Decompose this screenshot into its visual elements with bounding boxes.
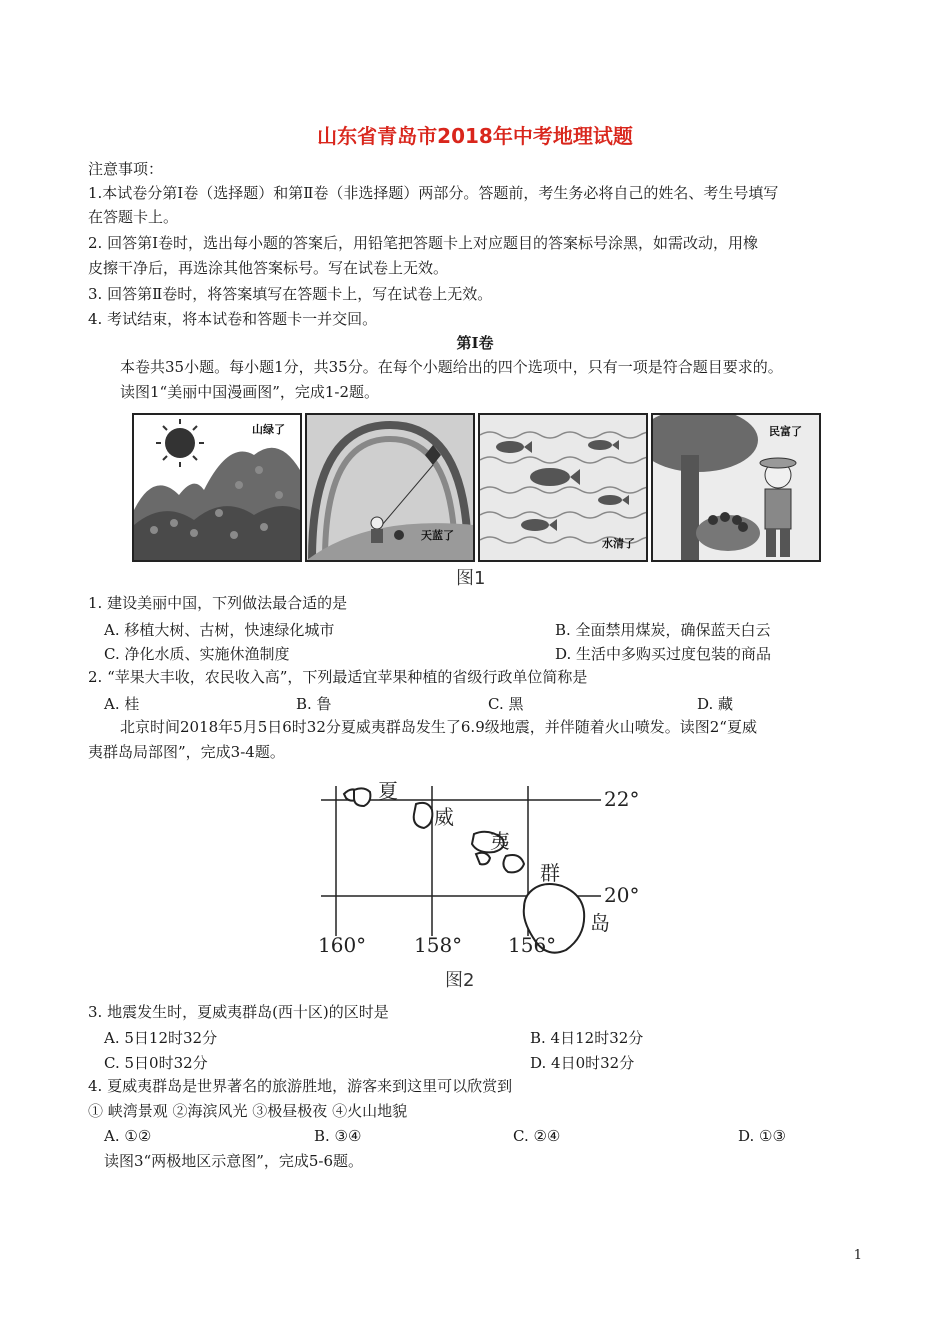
lon-label: 156° — [508, 933, 557, 957]
q1-option-b: B. 全面禁用煤炭，确保蓝天白云 — [555, 621, 771, 639]
map-label: 岛 — [590, 911, 610, 935]
notice-item: 1.本试卷分第Ⅰ卷（选择题）和第Ⅱ卷（非选择题）两部分。答题前，考生务必将自己的姓名、考生号填写 — [88, 184, 779, 202]
notice-item: 3. 回答第Ⅱ卷时，将答案填写在答题卡上，写在试卷上无效。 — [88, 285, 493, 303]
notice-item: 在答题卡上。 — [88, 208, 179, 226]
section-heading: 第Ⅰ卷 — [456, 334, 494, 352]
q3-option-c: C. 5日0时32分 — [104, 1054, 208, 1072]
panel-label: 水清了 — [602, 537, 635, 550]
lat-label: 20° — [604, 883, 640, 907]
lon-label: 158° — [414, 933, 463, 957]
notice-item: 4. 考试结束，将本试卷和答题卡一并交回。 — [88, 310, 378, 328]
lat-label: 22° — [604, 787, 640, 811]
notice-heading: 注意事项： — [88, 160, 164, 178]
page-title: 山东省青岛市2018年中考地理试题 — [317, 124, 633, 148]
q4-option-a: A. ①② — [104, 1127, 152, 1145]
fig2-caption: 图2 — [445, 970, 475, 991]
page-number: 1 — [853, 1248, 862, 1263]
quake-passage-line1: 北京时间2018年5月5日6时32分夏威夷群岛发生了6.9级地震，并伴随着火山喷发。读图2“夏威 — [120, 718, 757, 736]
q4-items: ① 峡湾景观 ②海滨风光 ③极昼极夜 ④火山地貌 — [88, 1102, 408, 1120]
panel-label: 民富了 — [769, 425, 802, 438]
q2-option-c: C. 黑 — [488, 695, 524, 713]
section-intro: 本卷共35小题。每小题1分，共35分。在每个小题给出的四个选项中，只有一项是符合题目要求的。 — [120, 358, 783, 376]
fig1-panel-water — [478, 413, 648, 562]
map-label: 夷 — [490, 829, 510, 853]
map-label: 夏 — [378, 779, 398, 803]
q3-option-d: D. 4日0时32分 — [530, 1054, 635, 1072]
fig1-prompt: 读图1“美丽中国漫画图”，完成1-2题。 — [120, 383, 380, 401]
q2-option-a: A. 桂 — [104, 695, 140, 713]
q2-stem: 2. “苹果大丰收，农民收入高”，下列最适宜苹果种植的省级行政单位简称是 — [88, 668, 588, 686]
map-label: 群 — [540, 861, 560, 885]
map-label: 威 — [434, 805, 454, 829]
q4-option-c: C. ②④ — [513, 1127, 561, 1145]
q4-stem: 4. 夏威夷群岛是世界著名的旅游胜地，游客来到这里可以欣赏到 — [88, 1077, 513, 1095]
panel-label: 天蓝了 — [421, 529, 454, 542]
q4-option-b: B. ③④ — [314, 1127, 362, 1145]
fig1-caption: 图1 — [456, 568, 486, 589]
q1-option-a: A. 移植大树、古树，快速绿化城市 — [104, 621, 335, 639]
quake-passage-line2: 夷群岛局部图”，完成3-4题。 — [88, 743, 285, 761]
q1-stem: 1. 建设美丽中国，下列做法最合适的是 — [88, 594, 348, 612]
q2-option-d: D. 藏 — [697, 695, 734, 713]
q3-option-b: B. 4日12时32分 — [530, 1029, 644, 1047]
panel-label: 山绿了 — [252, 423, 285, 436]
notice-item: 皮擦干净后，再选涂其他答案标号。写在试卷上无效。 — [88, 259, 449, 277]
q3-stem: 3. 地震发生时，夏威夷群岛(西十区)的区时是 — [88, 1003, 389, 1021]
fig1-panel-sky — [305, 413, 475, 562]
fig1-panel-people — [651, 413, 821, 562]
q2-option-b: B. 鲁 — [296, 695, 332, 713]
q4-option-d: D. ①③ — [738, 1127, 786, 1145]
fig1-panel-mountains — [132, 413, 302, 562]
q1-option-c: C. 净化水质、实施休渔制度 — [104, 645, 290, 663]
hawaii-map — [316, 776, 656, 961]
fig3-prompt: 读图3“两极地区示意图”，完成5-6题。 — [104, 1152, 364, 1170]
q1-option-d: D. 生活中多购买过度包装的商品 — [555, 645, 772, 663]
q3-option-a: A. 5日12时32分 — [104, 1029, 218, 1047]
lon-label: 160° — [318, 933, 367, 957]
notice-item: 2. 回答第Ⅰ卷时，选出每小题的答案后，用铅笔把答题卡上对应题目的答案标号涂黑，如需改动，用橡 — [88, 234, 759, 252]
